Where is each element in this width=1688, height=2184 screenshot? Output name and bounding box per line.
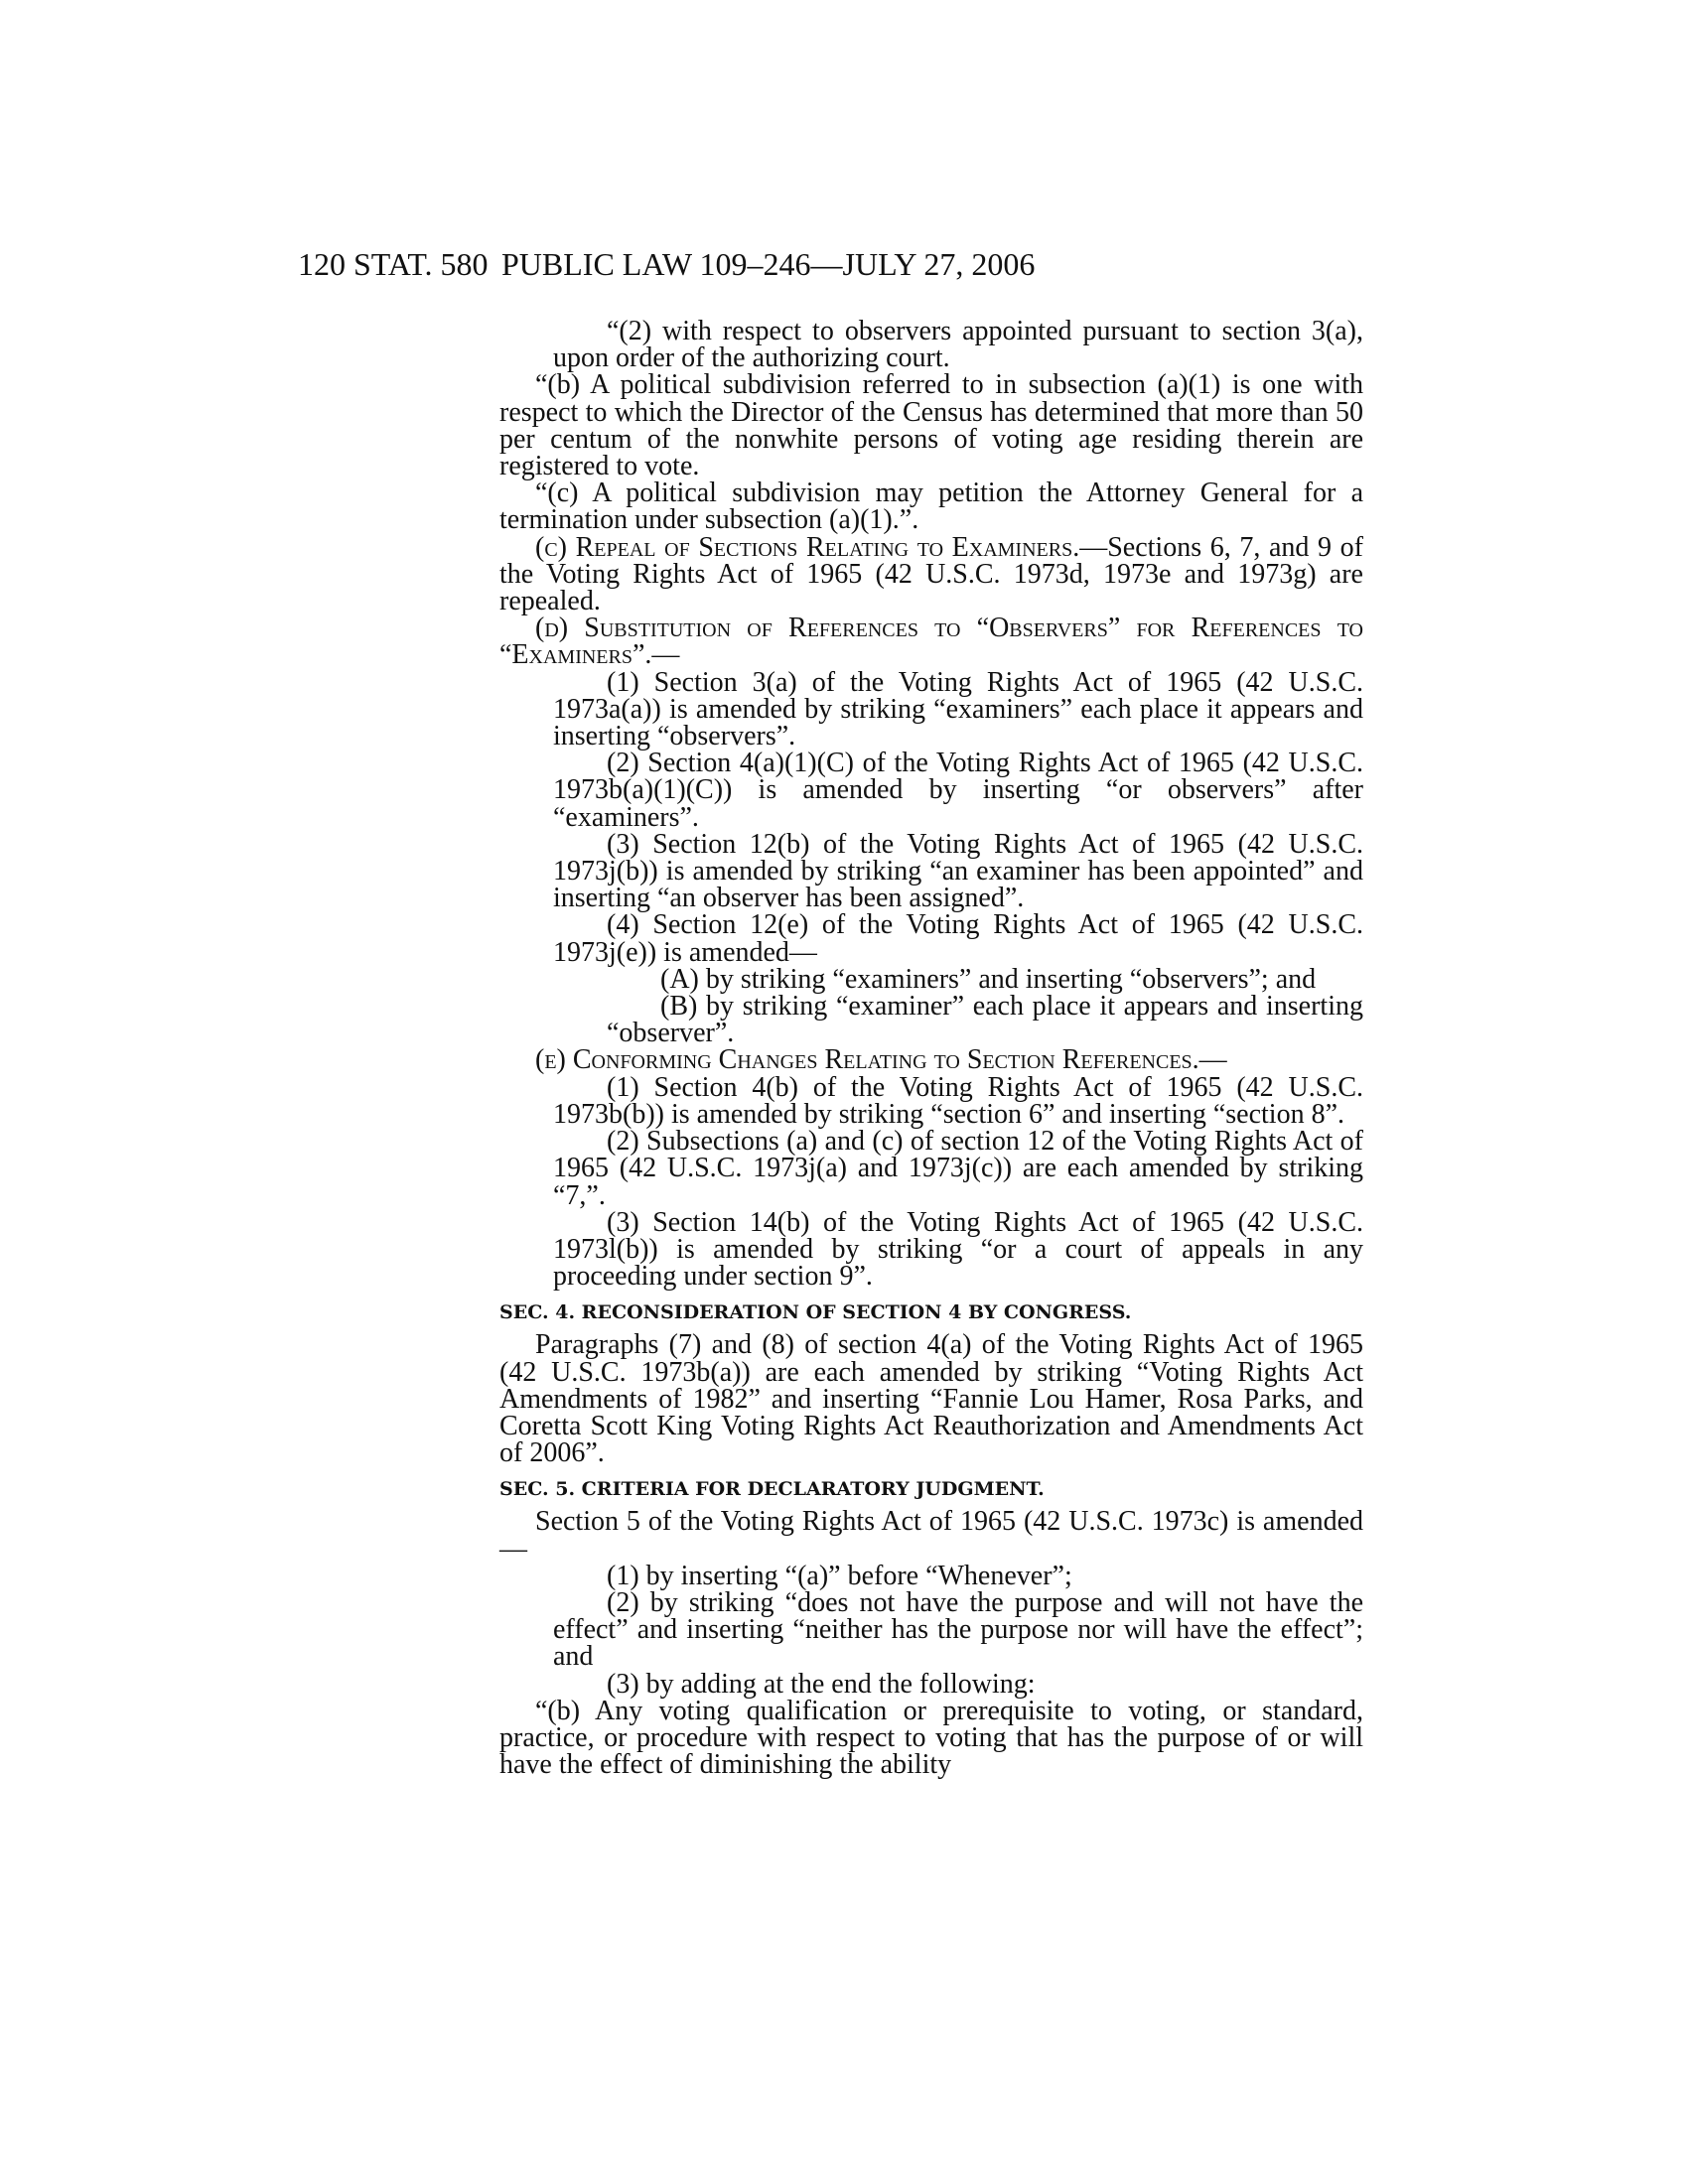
subsection-text: —Sections 6, 7, and 9 of the Voting Rights Act of 1965 (42 U.S.C. 1973d, 1973e and 1973g) are repealed. [499,531,1363,617]
paragraph: (3) Section 12(b) of the Voting Rights Act of 1965 (42 U.S.C. 1973j(b)) is amended by striking “an examiner has been appointed” and inserting “an observer has been assigned”. [553,828,1363,914]
paragraph: “(c) A political subdivision may petition the Attorney General for a termination under subsection (a)(1).”. [499,478,1363,536]
paragraph: (2) Section 4(a)(1)(C) of the Voting Rights Act of 1965 (42 U.S.C. 1973b(a)(1)(C)) is amended by inserting “or observers” after “examiners”. [553,748,1363,833]
page-header [298,246,1370,286]
paragraph: Section 5 of the Voting Rights Act of 1965 (42 U.S.C. 1973c) is amended— [499,1506,1363,1565]
public-law-title: PUBLIC LAW 109–246—JULY 27, 2006 [501,246,1036,282]
paragraph: (1) Section 3(a) of the Voting Rights Act of 1965 (42 U.S.C. 1973a(a)) is amended by striking “examiners” each place it appears and inserting “observers”. [553,666,1363,752]
subsection-c [499,531,1363,617]
paragraph: (4) Section 12(e) of the Voting Rights Act of 1965 (42 U.S.C. 1973j(e)) is amended— [553,909,1363,968]
subparagraph: (A) by striking “examiners” and inserting “observers”; and [660,963,1317,995]
paragraph: (2) Subsections (a) and (c) of section 12 of the Voting Rights Act of 1965 (42 U.S.C. 1973j(a) and 1973j(c)) are each amended by striking “7,”. [553,1126,1363,1211]
paragraph: (3) by adding at the end the following: [607,1668,1036,1700]
paragraph: (3) Section 14(b) of the Voting Rights Act of 1965 (42 U.S.C. 1973l(b)) is amended by striking “or a court of appeals in any proceeding under section 9”. [553,1206,1363,1293]
paragraph: Paragraphs (7) and (8) of section 4(a) of the Voting Rights Act of 1965 (42 U.S.C. 1973b(a)) are each amended by striking “Voting Rights Act Amendments of 1982” and inserting “Fannie Lou Hamer, Rosa Parks, and Coretta Scott King Voting Rights Act Reauthorization and Amendments Act of 2006”. [499,1329,1363,1469]
paragraph: (1) Section 4(b) of the Voting Rights Act of 1965 (42 U.S.C. 1973b(b)) is amended by striking “section 6” and inserting “section 8”. [553,1071,1363,1130]
paragraph: “(b) A political subdivision referred to in subsection (a)(1) is one with respect to which the Director of the Census has determined that more than 50 per centum of the nonwhite persons of voting age residing therein are registered to vote. [499,369,1363,482]
subsection-heading: (e) Conforming Changes Relating to Section References.— [535,1044,1227,1076]
section-heading: SEC. 4. RECONSIDERATION OF SECTION 4 BY CONGRESS. [499,1301,1132,1324]
document-body [499,316,1363,1781]
section-heading: SEC. 5. CRITERIA FOR DECLARATORY JUDGMENT. [499,1478,1045,1501]
paragraph: “(2) with respect to observers appointed pursuant to section 3(a), upon order of the authorizing court. [553,316,1363,374]
paragraph: (1) by inserting “(a)” before “Whenever”; [607,1560,1072,1591]
paragraph: (2) by striking “does not have the purpose and will not have the effect” and inserting “neither has the purpose nor will have the effect”; and [553,1586,1363,1673]
subsection-heading: (d) Substitution of References to “Observers” for References to “Examiners”.— [499,613,1363,671]
paragraph: “(b) Any voting qualification or prerequisite to voting, or standard, practice, or procedure with respect to voting that has the purpose of or will have the effect of diminishing the ability [499,1695,1363,1781]
subsection-heading: (c) Repeal of Sections Relating to Examiners. [535,531,1080,563]
statute-page-number: 120 STAT. 580 [298,246,489,282]
subparagraph: (B) by striking “examiner” each place it appears and inserting “observer”. [607,991,1363,1049]
